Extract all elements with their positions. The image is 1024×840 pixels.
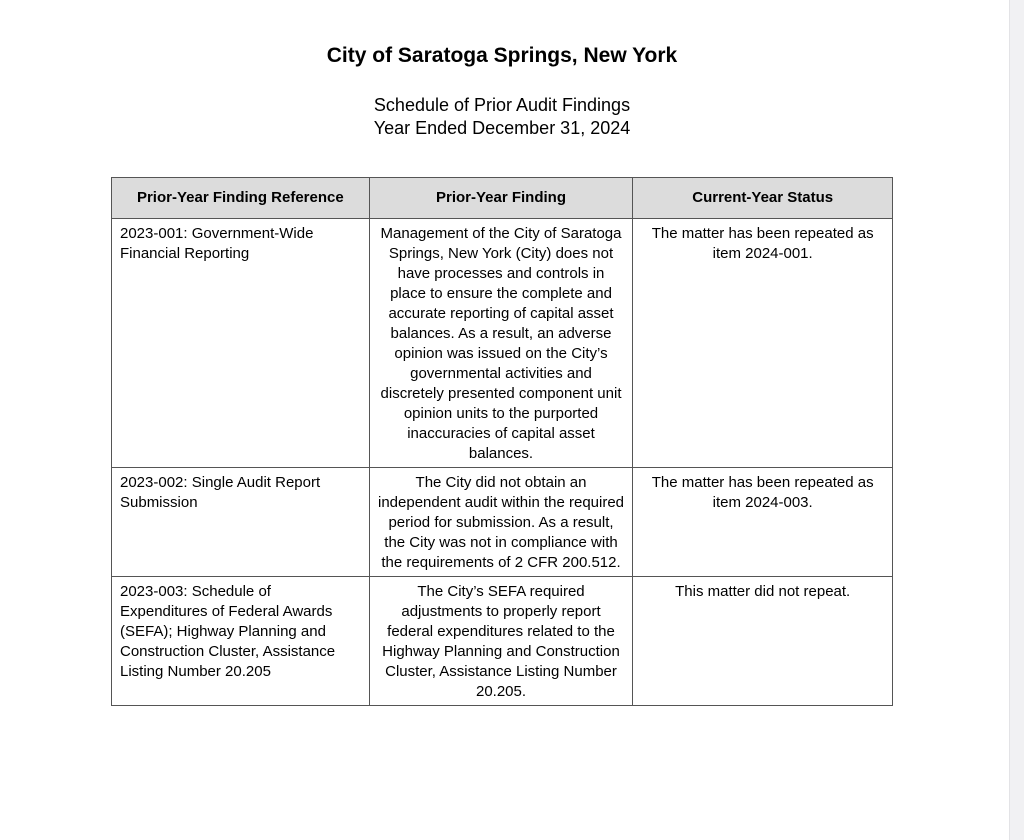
table-header-row [112, 178, 893, 219]
header-current-status: Current-Year Status [633, 178, 893, 219]
prior-findings-table [111, 177, 893, 706]
table-row [112, 468, 893, 577]
finding-status-cell: This matter did not repeat. [633, 577, 893, 706]
finding-status-cell: The matter has been repeated as item 2024-003. [633, 468, 893, 577]
finding-reference-cell: 2023-001: Government-Wide Financial Reporting [112, 219, 370, 468]
finding-description-cell: The City’s SEFA required adjustments to properly report federal expenditures related to the Highway Planning and Construction Cluster, Assistance Listing Number 20.205. [369, 577, 633, 706]
finding-reference-cell: 2023-002: Single Audit Report Submission [112, 468, 370, 577]
finding-description-cell: Management of the City of Saratoga Springs, New York (City) does not have processes and controls in place to ensure the complete and accurate reporting of capital asset balances. As a result, an adverse opinion was issued on the City’s governmental activities and discretely presented component unit opinion units to the purported inaccuracies of capital asset balances. [369, 219, 633, 468]
viewer-scrollbar[interactable] [1009, 0, 1024, 840]
header-finding: Prior-Year Finding [369, 178, 633, 219]
schedule-name: Schedule of Prior Audit Findings [373, 95, 631, 115]
page-title: City of Saratoga Springs, New York [326, 44, 678, 67]
table-row [112, 219, 893, 468]
header-finding-reference: Prior-Year Finding Reference [112, 178, 370, 219]
page-subtitle [0, 94, 1004, 140]
table-row [112, 577, 893, 706]
finding-description-cell: The City did not obtain an independent audit within the required period for submission. As a result, the City was not in compliance with the requirements of 2 CFR 200.512. [369, 468, 633, 577]
period-label: Year Ended December 31, 2024 [373, 118, 631, 138]
finding-status-cell: The matter has been repeated as item 2024-001. [633, 219, 893, 468]
finding-reference-cell: 2023-003: Schedule of Expenditures of Federal Awards (SEFA); Highway Planning and Construction Cluster, Assistance Listing Number 20.205 [112, 577, 370, 706]
